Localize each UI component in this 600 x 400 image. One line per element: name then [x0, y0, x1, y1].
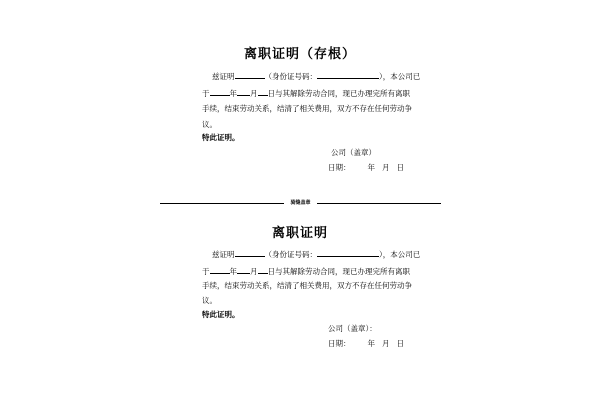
stub-title: 离职证明（存根）: [243, 47, 356, 62]
main-month-blank[interactable]: [237, 265, 250, 274]
main-line-2: [202, 265, 410, 277]
cut-line-label: 骑缝盖章: [290, 200, 311, 206]
main-id-blank[interactable]: [317, 248, 379, 257]
stub-text: 日与其解除劳动合同，现已办理完所有离职: [267, 89, 410, 98]
cut-line-left: [160, 203, 284, 204]
stub-text: 于: [202, 89, 210, 98]
stub-text: 月: [250, 89, 258, 98]
main-year: 年: [367, 339, 375, 348]
main-line-3: 手续，结束劳动关系，结清了相关费用，双方不存在任何劳动争: [202, 281, 412, 290]
stub-line-4: 议。: [202, 120, 217, 129]
main-text: 月: [250, 267, 258, 276]
main-line-4: 议。: [202, 296, 217, 305]
stub-date-label: 日期：: [328, 163, 351, 172]
stub-id-blank[interactable]: [317, 70, 379, 79]
main-text: 于: [202, 267, 210, 276]
stub-year-blank[interactable]: [210, 87, 230, 96]
main-line-1: [212, 248, 420, 260]
main-special-text: 特此证明。: [202, 310, 240, 319]
main-text: 兹证明: [212, 250, 235, 259]
stub-company-seal: 公司（盖章）: [331, 148, 376, 157]
stub-month-blank[interactable]: [237, 87, 250, 96]
stub-line-1: [212, 70, 420, 82]
main-text: ），本公司已: [379, 250, 421, 259]
stub-line-3: 手续，结束劳动关系，结清了相关费用，双方不存在任何劳动争: [202, 104, 412, 113]
main-text: （身份证号码：: [264, 250, 317, 259]
stub-year: 年: [367, 163, 375, 172]
main-text: 日与其解除劳动合同，现已办理完所有离职: [267, 267, 410, 276]
stub-special-text: 特此证明。: [202, 133, 240, 142]
main-name-blank[interactable]: [235, 248, 265, 257]
stub-day: 日: [396, 163, 404, 172]
stub-date-line: [328, 163, 404, 173]
main-date-label: 日期：: [328, 339, 351, 348]
cut-line-right: [317, 203, 441, 204]
stub-text: 兹证明: [212, 72, 235, 81]
main-month: 月: [382, 339, 390, 348]
main-text: 年: [229, 267, 237, 276]
main-title: 离职证明: [271, 226, 328, 241]
main-day: 日: [396, 339, 404, 348]
stub-day-blank[interactable]: [258, 87, 268, 96]
stub-text: 年: [229, 89, 237, 98]
main-company-seal: 公司（盖章）：: [328, 324, 377, 333]
stub-month: 月: [382, 163, 390, 172]
stub-name-blank[interactable]: [235, 70, 265, 79]
main-date-line: [328, 339, 404, 349]
stub-text: （身份证号码：: [264, 72, 317, 81]
main-day-blank[interactable]: [258, 265, 268, 274]
stub-text: ），本公司已: [379, 72, 421, 81]
main-year-blank[interactable]: [210, 265, 230, 274]
stub-line-2: [202, 87, 410, 99]
